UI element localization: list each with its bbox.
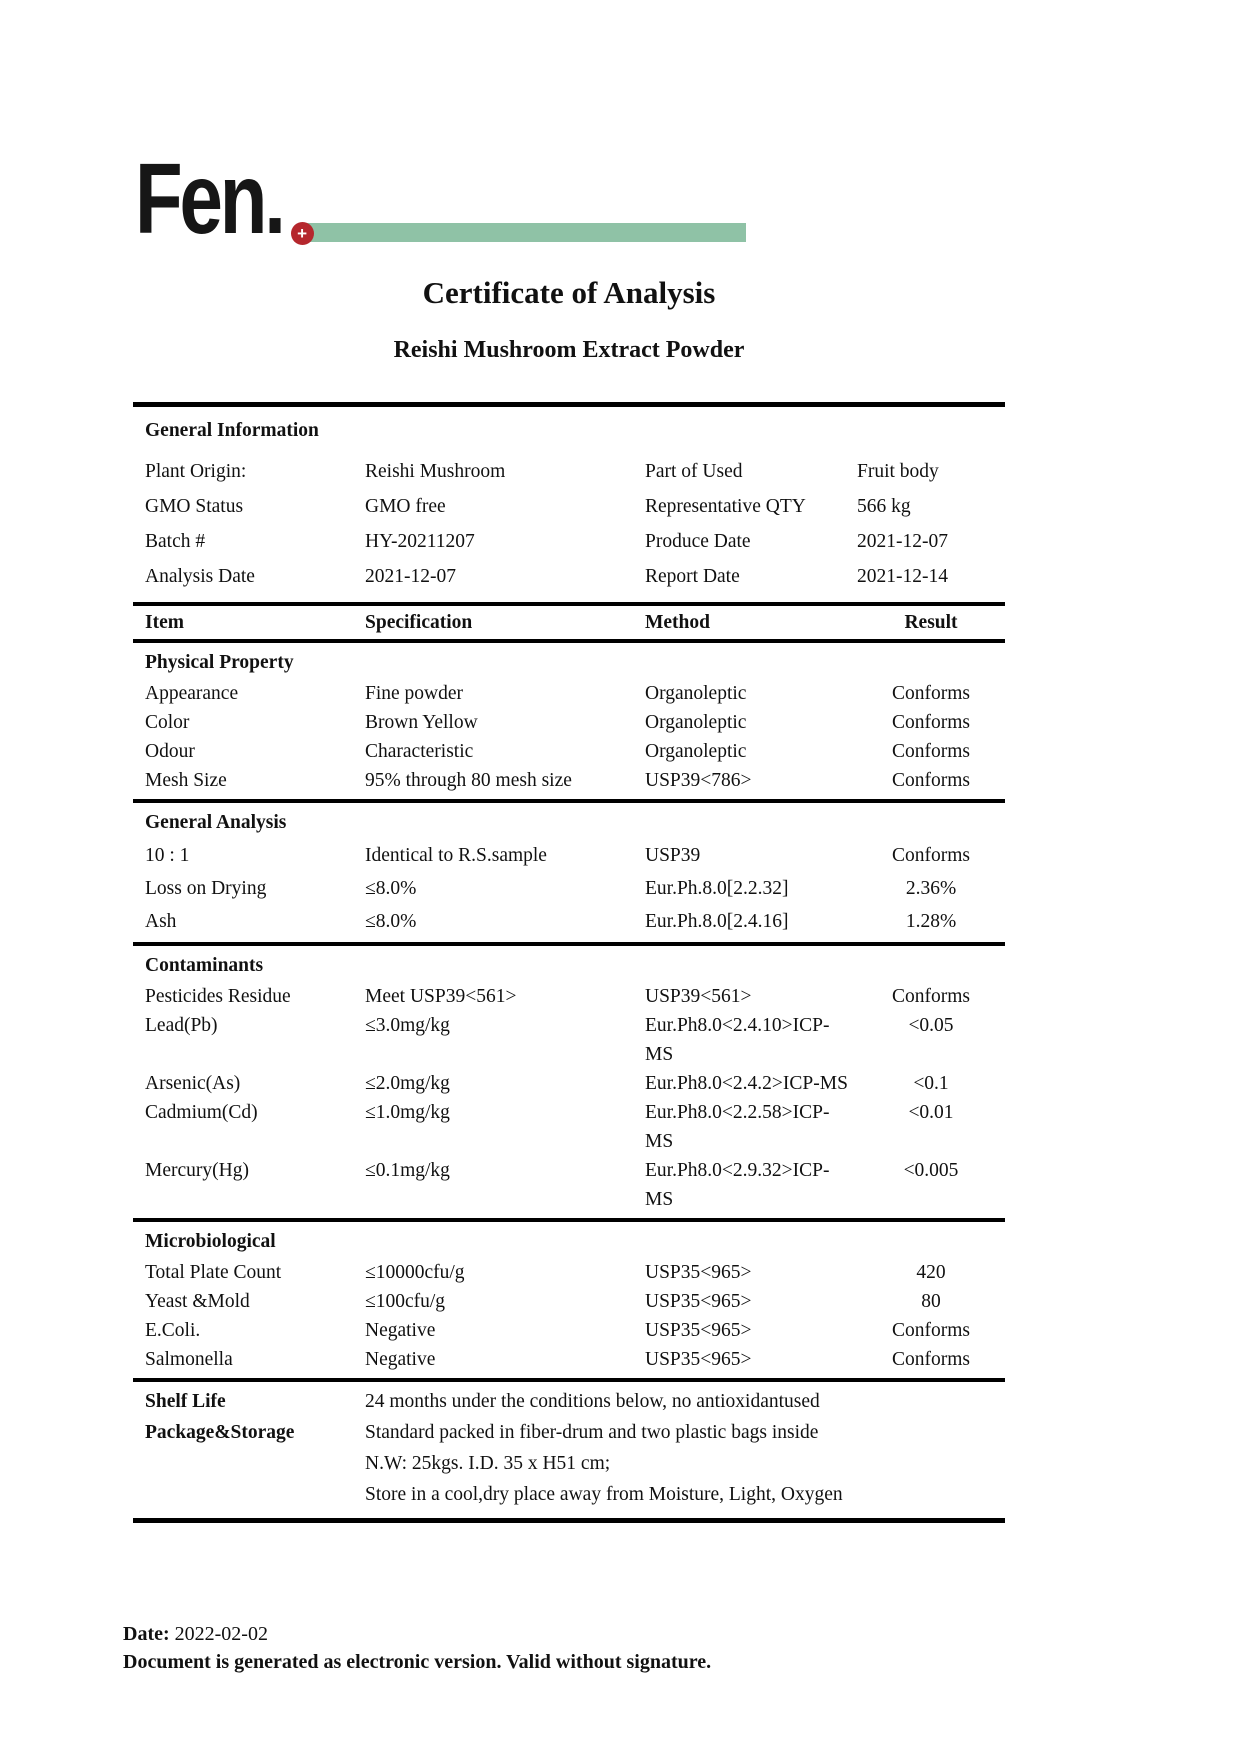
cell-result: 420 <box>916 1262 946 1283</box>
cell-item: Total Plate Count <box>145 1262 282 1283</box>
date-value: 2022-02-02 <box>174 1623 268 1645</box>
table-row <box>133 905 1005 938</box>
storage-text: N.W: 25kgs. I.D. 35 x H51 cm; <box>365 1453 611 1474</box>
cell-specification: Meet USP39<561> <box>365 986 517 1007</box>
microbiological-section <box>133 1222 1005 1382</box>
contaminants-section <box>133 946 1005 1222</box>
table-row <box>133 1448 1005 1479</box>
table-row <box>133 1287 1005 1316</box>
info-value: HY-20211207 <box>365 531 475 552</box>
table-row <box>133 1316 1005 1345</box>
table-row <box>133 708 1005 737</box>
cell-result: 2.36% <box>905 878 957 899</box>
storage-section <box>133 1382 1005 1518</box>
table-row <box>133 1258 1005 1287</box>
cell-result: Conforms <box>892 1349 970 1370</box>
cell-method: USP35<965> <box>645 1291 752 1312</box>
cell-result: Conforms <box>892 1320 970 1341</box>
table-row <box>133 1386 1005 1417</box>
plus-badge-icon: + <box>291 222 314 245</box>
cell-specification: Negative <box>365 1349 436 1370</box>
general-information-section <box>133 407 1005 602</box>
table-row <box>133 1098 1005 1156</box>
column-header-result: Result <box>904 612 958 633</box>
column-header-item: Item <box>145 612 184 633</box>
cell-specification: ≤3.0mg/kg <box>365 1015 450 1036</box>
cell-item: Mercury(Hg) <box>145 1160 249 1181</box>
cell-result: 80 <box>921 1291 941 1312</box>
info-label: Batch # <box>145 531 206 552</box>
table-row <box>133 559 1005 594</box>
info-value: 2021-12-07 <box>365 566 456 587</box>
cell-result: 1.28% <box>905 911 957 932</box>
cell-result: Conforms <box>892 741 970 762</box>
cell-item: 10 : 1 <box>145 845 190 866</box>
table-row <box>133 737 1005 766</box>
coa-table <box>133 402 1005 1523</box>
cell-item: Color <box>145 712 190 733</box>
cell-item: Salmonella <box>145 1349 233 1370</box>
date-line <box>123 1623 1241 1646</box>
storage-label <box>145 1448 365 1479</box>
cell-specification: ≤8.0% <box>365 878 417 899</box>
general-analysis-section <box>133 803 1005 946</box>
cell-method: USP39 <box>645 845 701 866</box>
table-row <box>133 766 1005 795</box>
info-label: Representative QTY <box>645 496 806 517</box>
product-name: Reishi Mushroom Extract Powder <box>393 337 745 363</box>
logo-wordmark: Fen. <box>135 143 283 255</box>
info-value: GMO free <box>365 496 446 517</box>
cell-specification: ≤8.0% <box>365 911 417 932</box>
logo-accent-bar <box>306 223 746 242</box>
cell-item: E.Coli. <box>145 1320 201 1341</box>
cell-item: Odour <box>145 741 195 762</box>
storage-text: Store in a cool,dry place away from Moisture, Light, Oxygen <box>365 1484 843 1505</box>
cell-method: USP35<965> <box>645 1320 752 1341</box>
cell-method: Organoleptic <box>645 712 747 733</box>
cell-method: Organoleptic <box>645 741 747 762</box>
info-label: Report Date <box>645 566 740 587</box>
cell-method: Eur.Ph8.0<2.4.10>ICP-MS <box>645 1015 830 1065</box>
table-row <box>133 1069 1005 1098</box>
cell-specification: ≤1.0mg/kg <box>365 1102 450 1123</box>
table-row <box>133 1345 1005 1374</box>
section-heading: General Analysis <box>145 812 287 833</box>
cell-method: Eur.Ph8.0<2.4.2>ICP-MS <box>645 1073 848 1094</box>
info-label: Produce Date <box>645 531 751 552</box>
cell-specification: ≤2.0mg/kg <box>365 1073 450 1094</box>
cell-result: Conforms <box>892 845 970 866</box>
column-header-specification: Specification <box>365 612 473 633</box>
cell-item: Mesh Size <box>145 770 227 791</box>
cell-specification: ≤100cfu/g <box>365 1291 446 1312</box>
info-value: Fruit body <box>857 461 939 482</box>
cell-result: <0.01 <box>908 1102 954 1123</box>
info-value: Reishi Mushroom <box>365 461 506 482</box>
table-row <box>133 1417 1005 1448</box>
table-row <box>133 454 1005 489</box>
info-label: Part of Used <box>645 461 743 482</box>
cell-item: Pesticides Residue <box>145 986 291 1007</box>
section-heading: Microbiological <box>145 1231 276 1252</box>
storage-text: 24 months under the conditions below, no antioxidantused <box>365 1391 820 1412</box>
date-label: Date: <box>123 1623 170 1645</box>
cell-specification: Fine powder <box>365 683 464 704</box>
table-row <box>133 839 1005 872</box>
cell-specification: Identical to R.S.sample <box>365 845 547 866</box>
cell-specification: Negative <box>365 1320 436 1341</box>
column-header-row <box>133 602 1005 643</box>
section-heading: Physical Property <box>145 652 294 673</box>
cell-method: Eur.Ph.8.0[2.2.32] <box>645 878 789 899</box>
cell-item: Cadmium(Cd) <box>145 1102 258 1123</box>
cell-result: <0.005 <box>903 1160 959 1181</box>
cell-method: USP35<965> <box>645 1349 752 1370</box>
cell-method: USP35<965> <box>645 1262 752 1283</box>
storage-label: Package&Storage <box>145 1422 295 1443</box>
cell-specification: Characteristic <box>365 741 474 762</box>
cell-item: Arsenic(As) <box>145 1073 241 1094</box>
info-label: GMO Status <box>145 496 244 517</box>
cell-method: USP39<561> <box>645 986 752 1007</box>
info-value: 2021-12-14 <box>857 566 948 587</box>
cell-result: Conforms <box>892 986 970 1007</box>
cell-result: Conforms <box>892 683 970 704</box>
section-heading: General Information <box>145 420 319 441</box>
cell-item: Loss on Drying <box>145 878 267 899</box>
footer <box>123 1623 1241 1674</box>
info-label: Analysis Date <box>145 566 255 587</box>
section-heading: Contaminants <box>145 955 264 976</box>
cell-method: Eur.Ph.8.0[2.4.16] <box>645 911 789 932</box>
table-row <box>133 489 1005 524</box>
table-row <box>133 524 1005 559</box>
cell-item: Ash <box>145 911 177 932</box>
cell-specification: ≤10000cfu/g <box>365 1262 465 1283</box>
storage-label: Shelf Life <box>145 1391 226 1412</box>
cell-result: <0.05 <box>908 1015 954 1036</box>
cell-method: Organoleptic <box>645 683 747 704</box>
storage-label <box>145 1479 365 1510</box>
logo <box>135 143 1241 255</box>
cell-specification: Brown Yellow <box>365 712 478 733</box>
table-row <box>133 872 1005 905</box>
info-value: 566 kg <box>857 496 911 517</box>
storage-text: Standard packed in fiber-drum and two plastic bags inside <box>365 1422 819 1443</box>
table-row <box>133 982 1005 1011</box>
info-value: 2021-12-07 <box>857 531 948 552</box>
cell-item: Lead(Pb) <box>145 1015 218 1036</box>
cell-item: Appearance <box>145 683 239 704</box>
table-row <box>133 679 1005 708</box>
page-title: Certificate of Analysis <box>422 275 716 310</box>
cell-specification: ≤0.1mg/kg <box>365 1160 450 1181</box>
table-row <box>133 1011 1005 1069</box>
document-body <box>133 275 1005 1523</box>
table-row <box>133 1156 1005 1214</box>
cell-item: Yeast &Mold <box>145 1291 250 1312</box>
validity-note: Document is generated as electronic version. Valid without signature. <box>123 1651 712 1673</box>
info-label: Plant Origin: <box>145 461 247 482</box>
cell-method: USP39<786> <box>645 770 752 791</box>
cell-result: Conforms <box>892 770 970 791</box>
cell-result: Conforms <box>892 712 970 733</box>
cell-method: Eur.Ph8.0<2.2.58>ICP-MS <box>645 1102 830 1152</box>
cell-specification: 95% through 80 mesh size <box>365 770 572 791</box>
cell-result: <0.1 <box>913 1073 949 1094</box>
cell-method: Eur.Ph8.0<2.9.32>ICP-MS <box>645 1160 830 1210</box>
physical-property-section <box>133 643 1005 803</box>
column-header-method: Method <box>645 612 710 633</box>
table-row <box>133 1479 1005 1510</box>
